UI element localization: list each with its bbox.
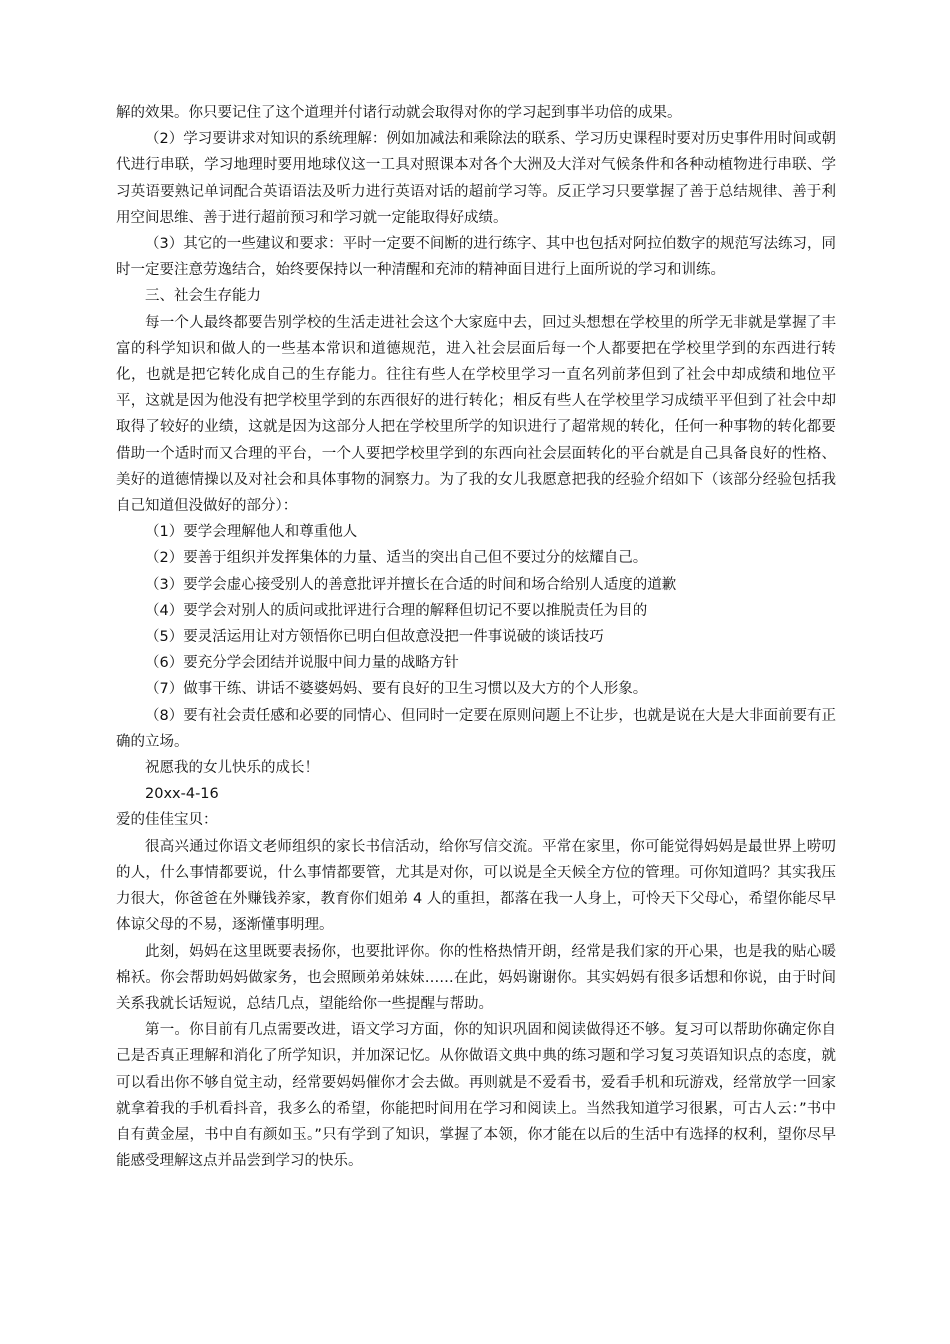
letter-paragraph: 很高兴通过你语文老师组织的家长书信活动，给你写信交流。平常在家里，你可能觉得妈妈是最世界上唠叨的人，什么事情都要说，什么事情都要管，尤其是对你，可以说是全天候全方位的管理。可你知道吗？其实我压力很大，你爸爸在外赚钱养家，教育你们姐弟 4 人的重担，都落在我一人身上，可怜天下父母心，希望你能尽早体谅父母的不易，逐渐懂事明理。 xyxy=(116,838,836,934)
document-page xyxy=(116,100,836,1174)
list-item: （5）要灵活运用让对方领悟你已明白但故意没把一件事说破的谈话技巧 xyxy=(145,629,604,646)
list-item: （4）要学会对别人的质问或批评进行合理的解释但切记不要以推脱责任为目的 xyxy=(145,602,648,619)
paragraph-point-3: （3）其它的一些建议和要求：平时一定要不间断的进行练字、其中也包括对阿拉伯数字的规范写法练习，同时一定要注意劳逸结合，始终要保持以一种清醒和充沛的精神面目进行上面所说的学习和训练。 xyxy=(116,236,836,279)
list-item: （6）要充分学会团结并说服中间力量的战略方针 xyxy=(145,655,459,672)
list-item: （2）要善于组织并发挥集体的力量、适当的突出自己但不要过分的炫耀自己。 xyxy=(145,550,648,567)
list-item: （7）做事干练、讲话不婆婆妈妈、要有良好的卫生习惯以及大方的个人形象。 xyxy=(145,681,648,698)
date-line: 20xx-4-16 xyxy=(145,786,219,803)
list-item: （3）要学会虚心接受别人的善意批评并擅长在合适的时间和场合给别人适度的道歉 xyxy=(145,576,677,593)
paragraph-point-2: （2）学习要讲求对知识的系统理解：例如加减法和乘除法的联系、学习历史课程时要对历史事件用时间或朝代进行串联，学习地理时要用地球仪这一工具对照课本对各个大洲及大洋对气候条件和各种动植物进行串联、学习英语要熟记单词配合英语语法及听力进行英语对话的超前学习等。反正学习只要掌握了善于总结规律、善于利用空间思维、善于进行超前预习和学习就一定能取得好成绩。 xyxy=(116,131,836,226)
paragraph-continuation: 解的效果。你只要记住了这个道理并付诸行动就会取得对你的学习起到事半功倍的成果。 xyxy=(116,105,682,121)
closing-wish: 祝愿我的女儿快乐的成长！ xyxy=(145,760,319,777)
letter-paragraph: 此刻，妈妈在这里既要表扬你，也要批评你。你的性格热情开朗，经常是我们家的开心果，也是我的贴心暖棉袄。你会帮助妈妈做家务，也会照顾弟弟妹妹……在此，妈妈谢谢你。其实妈妈有很多话想和你说，由于时间关系我就长话短说，总结几点，望能给你一些提醒与帮助。 xyxy=(116,943,836,1012)
letter-paragraph: 第一。你目前有几点需要改进，语文学习方面，你的知识巩固和阅读做得还不够。复习可以帮助你确定你自己是否真正理解和消化了所学知识，并加深记忆。从你做语文典中典的练习题和学习复习英语知识点的态度，就可以看出你不够自觉主动，经常要妈妈催你才会去做。再则就是不爱看书，爱看手机和玩游戏，经常放学一回家就拿着我的手机看抖音，我多么的希望，你能把时间用在学习和阅读上。当然我知道学习很累，可古人云：”书中自有黄金屋，书中自有颜如玉。”只有学到了知识，掌握了本领，你才能在以后的生活中有选择的权利，望你尽早能感受理解这点并品尝到学习的快乐。 xyxy=(116,1022,836,1170)
letter-salutation: 爱的佳佳宝贝： xyxy=(116,812,218,829)
paragraph-social-intro: 每一个人最终都要告别学校的生活走进社会这个大家庭中去，回过头想想在学校里的所学无非就是掌握了丰富的科学知识和做人的一些基本常识和道德规范，进入社会层面后每一个人都要把在学校里学到的东西进行转化，也就是把它转化成自己的生存能力。往往有些人在学校里学习一直名列前茅但到了社会中却成绩和地位平平，这就是因为他没有把学校里学到的东西很好的进行转化；相反有些人在学校里学习成绩平平但到了社会中却取得了较好的业绩，这就是因为这部分人把在学校里所学的知识进行了超常规的转化，任何一种事物的转化都要借助一个适时而又合理的平台，一个人要把学校里学到的东西向社会层面转化的平台就是自己具备良好的性格、美好的道德情操以及对社会和具体事物的洞察力。为了我的女儿我愿意把我的经验介绍如下（该部分经验包括我自己知道但没做好的部分）： xyxy=(116,314,836,515)
section-heading-social-skills: 三、社会生存能力 xyxy=(145,288,261,305)
list-item: （8）要有社会责任感和必要的同情心、但同时一定要在原则问题上不让步，也就是说在大是大非面前要有正确的立场。 xyxy=(116,707,836,750)
list-item: （1）要学会理解他人和尊重他人 xyxy=(145,524,358,541)
